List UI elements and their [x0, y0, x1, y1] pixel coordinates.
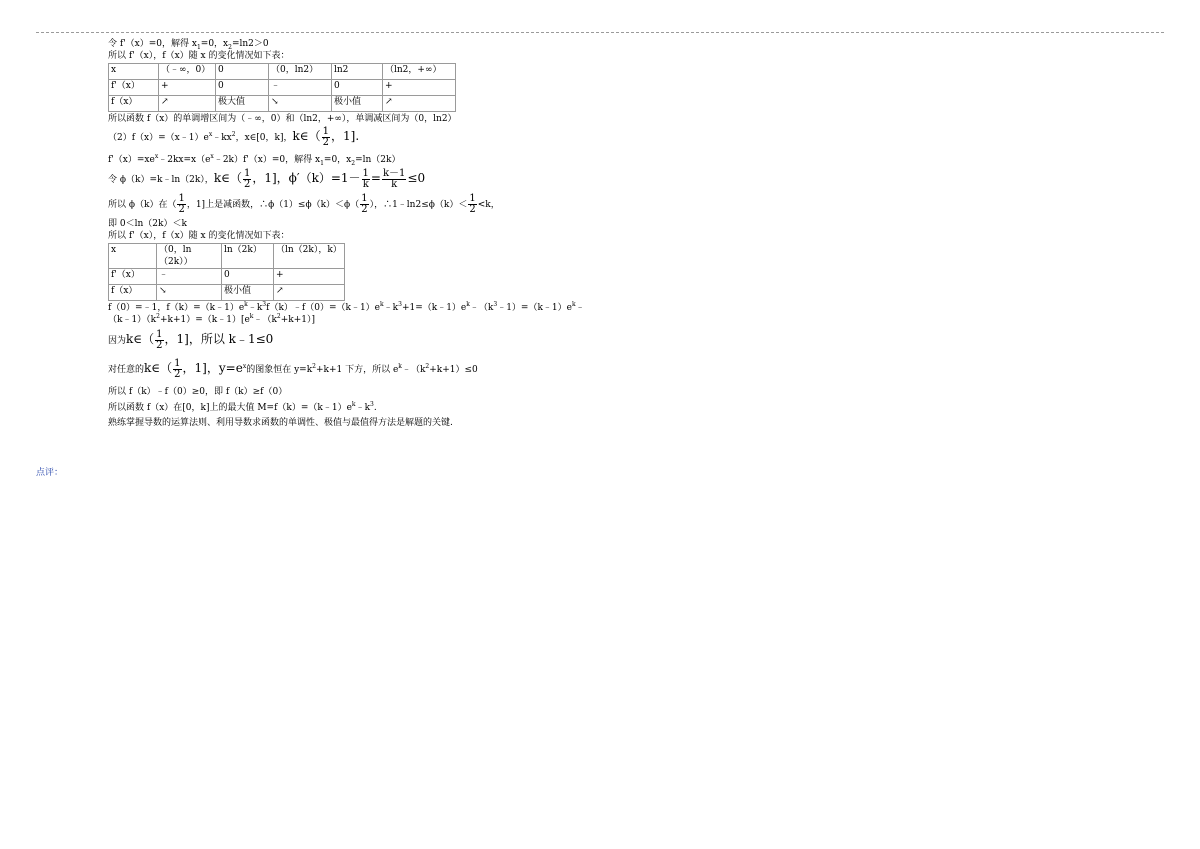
line-f-difference: f（0）=﹣1，$f(k)=(k﹣1)e^k﹣k^3f(k)﹣f(0)=(k﹣1)e^k﹣k^3+1=(k﹣1)e^k﹣(k^3﹣1)=(k﹣1)e^k﹣$ [108, 301, 585, 313]
t2-row [109, 244, 345, 269]
line-monotonic-intervals: 所以函数 f（x）的单调增区间为（﹣∞，0）和（ln2，+∞），单调减区间为（0，ln2） [108, 114, 457, 124]
comment-label: 点评： [36, 468, 64, 478]
fraction-half: $\frac{1}{2}$ [322, 126, 330, 148]
solution-body [108, 38, 1108, 429]
header-divider [36, 32, 1164, 33]
line-phi-definition: 令 ϕ（k）=k﹣ln（2k），k∈（ $\frac{1}{2}$ ，1]，ϕ′（k）=1－ $\frac{1}{k}$ = $\frac{k-1}{k}$ ≤0 [108, 168, 426, 190]
line-because-k: 因为k∈（ $\frac{1}{2}$ ，1]，所以 k﹣1≤0 [108, 329, 274, 351]
t2-cell: ln（2k） [222, 244, 274, 269]
t2-row [109, 269, 345, 285]
line-for-any-k: 对任意的k∈（ $\frac{1}{2}$ ，1]，$y=e^x$的图象恒在 $y=k^2+k+1$ 下方，所以 $e^k﹣(k^2+k+1)\le 0$ [108, 358, 478, 380]
line-table-intro-2: 所以 f'（x），f（x）随 x 的变化情况如下表： [108, 231, 290, 241]
fraction-half: $\frac{1}{2}$ [178, 193, 185, 215]
t1-cell: ↗ [159, 96, 216, 112]
t2-cell: f（x） [109, 285, 157, 301]
t2-row [109, 285, 345, 301]
t2-cell: （0，ln（2k）） [157, 244, 222, 269]
t1-cell: + [159, 80, 216, 96]
t1-cell: 0 [332, 80, 383, 96]
t1-cell: 0 [216, 64, 269, 80]
t1-cell: ↘ [269, 96, 332, 112]
fraction-half: $\frac{1}{2}$ [361, 193, 368, 215]
t1-cell: （﹣∞，0） [159, 64, 216, 80]
t1-row [109, 80, 456, 96]
t1-cell: （ln2，+∞） [383, 64, 456, 80]
line-part-2: $(2)f(x)=(x﹣1)e^x﹣kx^2$，x∈[0，k]，k∈（ $\frac{1}{2}$ ，1]. [108, 126, 360, 148]
t1-row [109, 96, 456, 112]
t1-cell: 极大值 [216, 96, 269, 112]
line-comment-text: 熟练掌握导数的运算法则、利用导数求函数的单调性、极值与最值得方法是解题的关键. [108, 418, 453, 428]
t1-cell: ﹣ [269, 80, 332, 96]
line-max-value: 所以函数 f（x）在[0，k]上的最大值 $M=f(k)=(k﹣1)e^k﹣k^3$. [108, 401, 377, 413]
fraction-half: $\frac{1}{2}$ [243, 168, 251, 190]
t2-cell: 极小值 [222, 285, 274, 301]
variation-table-2 [108, 243, 345, 301]
t2-cell: f'（x） [109, 269, 157, 285]
fraction-one-over-k: $\frac{1}{k}$ [362, 168, 369, 190]
t1-cell: 0 [216, 80, 269, 96]
line-phi-decreasing: 所以 ϕ（k）在（ $\frac{1}{2}$ ，1]上是减函数，∴ϕ（1）≤ϕ（k）＜ϕ（ $\frac{1}{2}$ ），∴1﹣ln2≤ϕ（k）＜ $\frac{1}{2}$ <k， [108, 193, 500, 215]
variation-table-1 [108, 63, 456, 112]
fraction-half: $\frac{1}{2}$ [469, 193, 476, 215]
fraction-k-minus-1-over-k: $\frac{k-1}{k}$ [382, 168, 406, 190]
t1-cell: x [109, 64, 159, 80]
line-derivative-2: $f'(x)=xe^x﹣2kx=x(e^x﹣2k)f'(x)=0$，解得 $x_1=0$，$x_2=\ln(2k)$ [108, 153, 401, 167]
fraction-half: $\frac{1}{2}$ [174, 358, 181, 380]
t2-cell: ﹣ [157, 269, 222, 285]
t1-row [109, 64, 456, 80]
line-derivative-zero: 令 f'（x）=0，解得 $x_1=0$，$x_2=\ln 2>0$ [108, 39, 269, 51]
t1-cell: ln2 [332, 64, 383, 80]
line-table-intro: 所以 f'（x），f（x）随 x 的变化情况如下表： [108, 51, 290, 61]
t2-cell: 0 [222, 269, 274, 285]
t2-cell: + [274, 269, 345, 285]
fraction-half: $\frac{1}{2}$ [156, 329, 163, 351]
t1-cell: + [383, 80, 456, 96]
t2-cell: ↗ [274, 285, 345, 301]
t2-cell: x [109, 244, 157, 269]
line-f-geq: 所以 f（k）﹣f（0）≥0，即 f（k）≥f（0） [108, 387, 288, 397]
t1-cell: （0，ln2） [269, 64, 332, 80]
line-ln-bound: 即 0＜ln（2k）＜k [108, 219, 187, 229]
t1-cell: ↗ [383, 96, 456, 112]
t1-cell: f（x） [109, 96, 159, 112]
t2-cell: ↘ [157, 285, 222, 301]
line-f-difference-cont: $(k﹣1)(k^2+k+1)=(k﹣1)[e^k﹣(k^2+k+1)]$ [108, 313, 316, 325]
t1-cell: f'（x） [109, 80, 159, 96]
t1-cell: 极小值 [332, 96, 383, 112]
t2-cell: （ln（2k），k） [274, 244, 345, 269]
